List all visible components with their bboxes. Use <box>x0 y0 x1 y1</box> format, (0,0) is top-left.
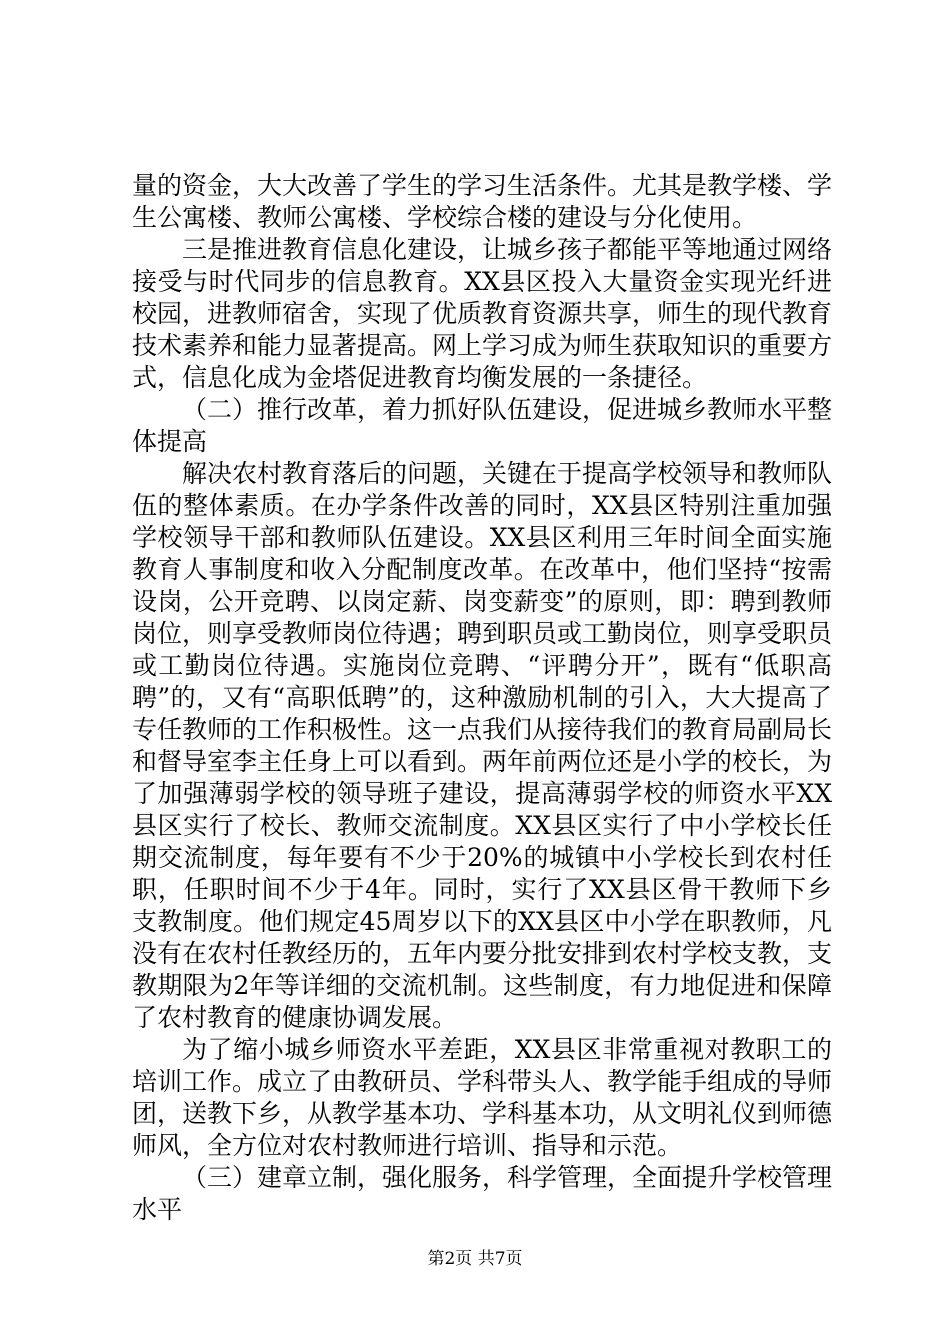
paragraph: 三是推进教育信息化建设，让城乡孩子都能平等地通过网络接受与时代同步的信息教育。XX县区投入大量资金实现光纤进校园，进教师宿舍，实现了优质教育资源共享，师生的现代教育技术素养和能力显著提高。网上学习成为师生获取知识的重要方式，信息化成为金塔促进教育均衡发展的一条捷径。 <box>132 235 833 392</box>
section-heading: （三）建章立制，强化服务，科学管理，全面提升学校管理水平 <box>132 1163 833 1224</box>
section-heading: （二）推行改革，着力抓好队伍建设，促进城乡教师水平整体提高 <box>132 395 833 456</box>
paragraph: 量的资金，大大改善了学生的学习生活条件。尤其是教学楼、学生公寓楼、教师公寓楼、学校综合楼的建设与分化使用。 <box>132 171 833 232</box>
paragraph: 解决农村教育落后的问题，关键在于提高学校领导和教师队伍的整体素质。在办学条件改善的同时，XX县区特别注重加强学校领导干部和教师队伍建设。XX县区利用三年时间全面实施教育人事制度和收入分配制度改革。在改革中，他们坚持“按需设岗，公开竞聘、以岗定薪、岗变薪变”的原则，即：聘到教师岗位，则享受教师岗位待遇；聘到职员或工勤岗位，则享受职员或工勤岗位待遇。实施岗位竞聘、“评聘分开”，既有“低职高聘”的，又有“高职低聘”的，这种激励机制的引入，大大提高了专任教师的工作积极性。这一点我们从接待我们的教育局副局长和督导室李主任身上可以看到。两年前两位还是小学的校长，为了加强薄弱学校的领导班子建设，提高薄弱学校的师资水平XX县区实行了校长、教师交流制度。XX县区实行了中小学校长任期交流制度，每年要有不少于20%的城镇中小学校长到农村任职，任职时间不少于4年。同时，实行了XX县区骨干教师下乡支教制度。他们规定45周岁以下的XX县区中小学在职教师，凡没有在农村任教经历的，五年内要分批安排到农村学校支教，支教期限为2年等详细的交流机制。这些制度，有力地促进和保障了农村教育的健康协调发展。 <box>132 459 833 1032</box>
paragraph: 为了缩小城乡师资水平差距，XX县区非常重视对教职工的培训工作。成立了由教研员、学科带头人、教学能手组成的导师团，送教下乡，从教学基本功、学科基本功，从文明礼仪到师德师风，全方位对农村教师进行培训、指导和示范。 <box>132 1035 833 1160</box>
page-number-footer: 第2页 共7页 <box>427 1249 523 1269</box>
document-body <box>132 170 832 1226</box>
